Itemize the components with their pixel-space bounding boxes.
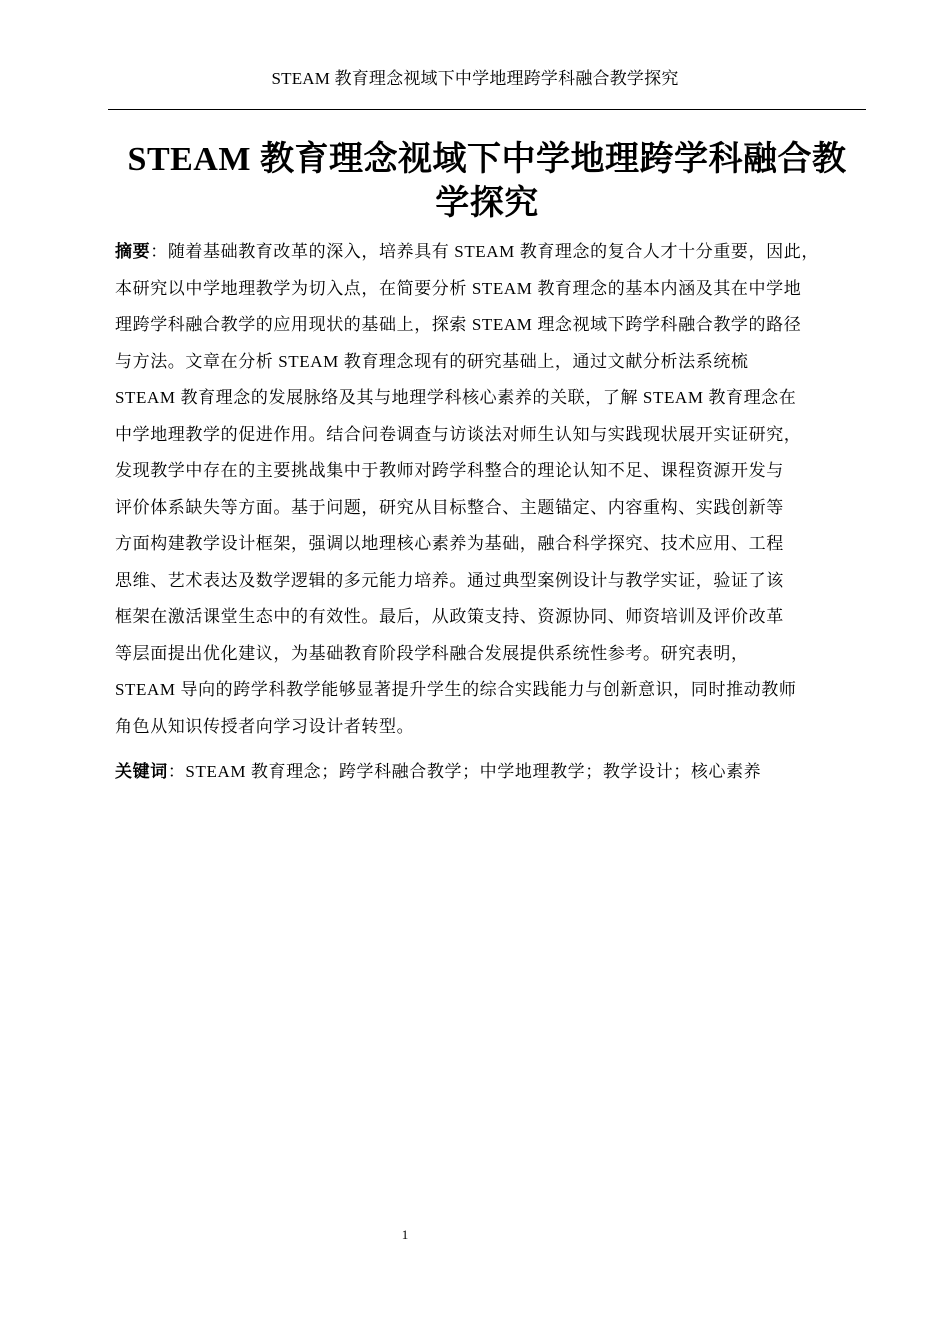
keywords-label: 关键词 <box>115 762 168 781</box>
abstract-line: 评价体系缺失等方面。基于问题，研究从目标整合、主题锚定、内容重构、实践创新等 <box>115 497 784 517</box>
abstract-label-separator: ： <box>150 242 168 261</box>
abstract-label: 摘要 <box>115 242 151 261</box>
abstract-line: 等层面提出优化建议，为基础教育阶段学科融合发展提供系统性参考。研究表明， <box>115 643 749 663</box>
keywords-section <box>115 754 857 790</box>
abstract-line: 发现教学中存在的主要挑战集中于教师对跨学科整合的理论认知不足、课程资源开发与 <box>115 461 784 480</box>
abstract-line: 框架在激活课堂生态中的有效性。最后，从政策支持、资源协同、师资培训及评价改革 <box>115 607 784 626</box>
document-title <box>100 138 874 226</box>
keywords-label-separator: ： <box>167 762 186 781</box>
abstract-line: 理跨学科融合教学的应用现状的基础上，探索 STEAM 理念视域下跨学科融合教学的路径 <box>115 315 802 334</box>
header-divider <box>108 109 866 110</box>
running-header: STEAM 教育理念视域下中学地理跨学科融合教学探究 <box>271 69 679 88</box>
title-line-2: 学探究 <box>435 185 539 222</box>
abstract-line: 方面构建教学设计框架，强调以地理核心素养为基础，融合科学探究、技术应用、工程 <box>115 534 784 553</box>
abstract-text: 随着基础教育改革的深入，培养具有 STEAM 教育理念的复合人才十分重要，因此， <box>167 242 819 261</box>
abstract-line: STEAM 教育理念的发展脉络及其与地理学科核心素养的关联，了解 STEAM 教育理念在 <box>115 388 797 407</box>
title-line-1: STEAM 教育理念视域下中学地理跨学科融合教 <box>127 141 847 178</box>
abstract-line: STEAM 导向的跨学科教学能够显著提升学生的综合实践能力与创新意识，同时推动教师 <box>115 680 797 699</box>
page-number: 1 <box>401 1227 409 1242</box>
abstract-section <box>115 234 857 745</box>
abstract-line: 与方法。文章在分析 STEAM 教育理念现有的研究基础上，通过文献分析法系统梳 <box>115 351 749 371</box>
keywords-text: STEAM 教育理念；跨学科融合教学；中学地理教学；教学设计；核心素养 <box>185 762 762 781</box>
abstract-line: 中学地理教学的促进作用。结合问卷调查与访谈法对师生认知与实践现状展开实证研究， <box>115 424 802 444</box>
abstract-line: 本研究以中学地理教学为切入点，在简要分析 STEAM 教育理念的基本内涵及其在中学地 <box>115 278 802 298</box>
abstract-line: 思维、艺术表达及数学逻辑的多元能力培养。通过典型案例设计与教学实证，验证了该 <box>115 570 784 590</box>
abstract-line: 角色从知识传授者向学习设计者转型。 <box>115 716 415 736</box>
abstract-line <box>115 234 857 271</box>
